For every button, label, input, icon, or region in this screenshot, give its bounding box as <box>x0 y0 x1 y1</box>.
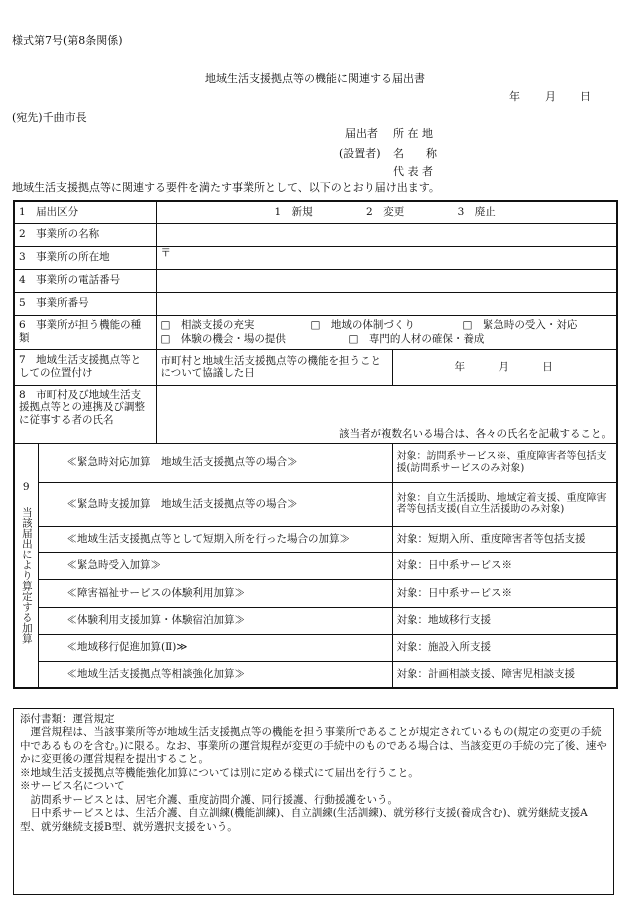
notes-attachment: 添付書類：運営規定 <box>20 713 115 725</box>
addon-target: 対象：日中系サービス※ <box>392 579 617 607</box>
date-day-label: 日 <box>580 90 591 103</box>
option-change[interactable]: 2 変更 <box>366 205 405 218</box>
addon-7[interactable] <box>38 634 392 661</box>
addon-1[interactable] <box>38 443 392 482</box>
addon-target: 対象：計画相談支援、障害児相談支援 <box>392 661 617 688</box>
row1-label: 1 届出区分 <box>14 201 156 223</box>
addon-label: ≪地域生活支援拠点等として短期入所を行った場合の加算≫ <box>66 532 350 545</box>
addon-target: 対象：自立生活援助、地域定着支援、重度障害者等包括支援(自立生活援助のみ対象) <box>392 482 617 526</box>
row2-label: 2 事業所の名称 <box>14 223 156 246</box>
addon-4[interactable] <box>38 552 392 579</box>
notes-service-heading: ※サービス名について <box>20 780 125 793</box>
row7-description: 市町村と地域生活支援拠点等の機能を担うことについて協議した日 <box>156 349 392 385</box>
addon-label: ≪地域生活支援拠点等相談強化加算≫ <box>66 668 245 681</box>
section9-vertical-label: 当該届出により算定する加算 <box>20 506 33 644</box>
notes-day-services: 日中系サービスとは、生活介護、自立訓練(機能訓練)、自立訓練(生活訓練)、就労移行支援(養成含む)、就労継続支援A型、就労継続支援B型、就労選択支援をいう。 <box>20 807 588 833</box>
function-types-cell <box>156 315 617 349</box>
applicant-role: 届出者 <box>345 127 378 140</box>
addon-target: 対象：日中系サービス※ <box>392 552 617 579</box>
function-specialist-checkbox[interactable]: □ 専門的人材の確保・養成 <box>348 333 485 346</box>
form-number: 様式第7号(第8条関係) <box>12 34 123 47</box>
office-phone-field[interactable] <box>156 269 617 292</box>
addon-label: ≪緊急時支援加算 地域生活支援拠点等の場合≫ <box>66 497 298 510</box>
option-abolish[interactable]: 3 廃止 <box>457 205 496 218</box>
application-table <box>13 200 618 689</box>
office-name-field[interactable] <box>156 223 617 246</box>
function-community-checkbox[interactable]: □ 地域の体制づくり <box>310 318 415 331</box>
option-new[interactable]: 1 新規 <box>274 205 313 218</box>
addon-3[interactable] <box>38 526 392 552</box>
row5-label: 5 事業所番号 <box>14 292 156 315</box>
row8-note: 該当者が複数名いる場合は、各々の氏名を記載すること。 <box>339 427 612 440</box>
section9-label-cell <box>14 443 38 688</box>
addon-8[interactable] <box>38 661 392 688</box>
notes-box <box>13 708 614 895</box>
notes-strengthening: ※地域生活支援拠点等機能強化加算については別に定める様式にて届出を行うこと。 <box>20 766 419 779</box>
addon-6[interactable] <box>38 607 392 634</box>
addon-target: 対象：地域移行支援 <box>392 607 617 634</box>
addon-target: 対象：施設入所支援 <box>392 634 617 661</box>
row7-label: 7 地域生活支援拠点等としての位置付け <box>14 349 156 385</box>
addon-label: ≪体験利用支援加算・体験宿泊加算≫ <box>66 614 245 627</box>
applicant-name-label: 名 称 <box>393 147 437 160</box>
section9-number: 9 <box>22 481 30 494</box>
date-year-label: 年 <box>509 90 520 103</box>
office-number-field[interactable] <box>156 292 617 315</box>
postal-mark: 〒 <box>160 246 171 259</box>
row4-label: 4 事業所の電話番号 <box>14 269 156 292</box>
office-address-field[interactable] <box>156 246 617 269</box>
applicant-location-label: 所 在 地 <box>393 127 433 140</box>
row6-label: 6 事業所が担う機能の種類 <box>14 315 156 349</box>
date-month-label: 月 <box>545 90 556 103</box>
addon-label: ≪障害福祉サービスの体験利用加算≫ <box>66 586 245 599</box>
notes-regulation: 運営規程は、当該事業所等が地域生活支援拠点等の機能を担う事業所であることが規定されているもの(規定の変更の手続中であるものを含む。)に限る。なお、事業所の運営規程が変更の手続中のものである場合は、当該変更の手続の完了後、速やかに変更後の運営規程を提出すること。 <box>20 726 607 766</box>
addon-label: ≪緊急時対応加算 地域生活支援拠点等の場合≫ <box>66 456 298 469</box>
consultation-date-field[interactable] <box>392 349 617 385</box>
consult-day-label: 日 <box>542 360 553 373</box>
function-consultation-checkbox[interactable]: □ 相談支援の充実 <box>160 318 255 331</box>
addon-label: ≪地域移行促進加算(Ⅱ)≫ <box>66 641 188 654</box>
notes-visit-services: 訪問系サービスとは、居宅介護、重度訪問介護、同行援護、行動援護をいう。 <box>20 793 398 806</box>
addressee: (宛先)千曲市長 <box>12 111 87 124</box>
addon-target: 対象：短期入所、重度障害者等包括支援 <box>392 526 617 552</box>
addon-2[interactable] <box>38 482 392 526</box>
consult-year-label: 年 <box>454 360 465 373</box>
page-title: 地域生活支援拠点等の機能に関連する届出書 <box>205 72 425 85</box>
applicant-representative-label: 代 表 者 <box>393 165 433 178</box>
row3-label: 3 事業所の所在地 <box>14 246 156 269</box>
intro-text: 地域生活支援拠点等に関連する要件を満たす事業所として、以下のとおり届け出ます。 <box>12 181 440 194</box>
addon-target: 対象：訪問系サービス※、重度障害者等包括支援(訪問系サービスのみ対象) <box>392 443 617 482</box>
consult-month-label: 月 <box>498 360 509 373</box>
addon-label: ≪緊急時受入加算≫ <box>66 559 161 572</box>
applicant-setter-label: (設置者) <box>339 147 381 160</box>
function-emergency-checkbox[interactable]: □ 緊急時の受入・対応 <box>462 318 578 331</box>
addon-5[interactable] <box>38 579 392 607</box>
notification-type-cell[interactable] <box>156 201 617 223</box>
coordinator-name-field[interactable] <box>156 385 617 443</box>
function-experience-checkbox[interactable]: □ 体験の機会・場の提供 <box>160 333 286 346</box>
row8-label: 8 市町村及び地域生活支援拠点等との連携及び調整に従事する者の氏名 <box>14 385 156 443</box>
